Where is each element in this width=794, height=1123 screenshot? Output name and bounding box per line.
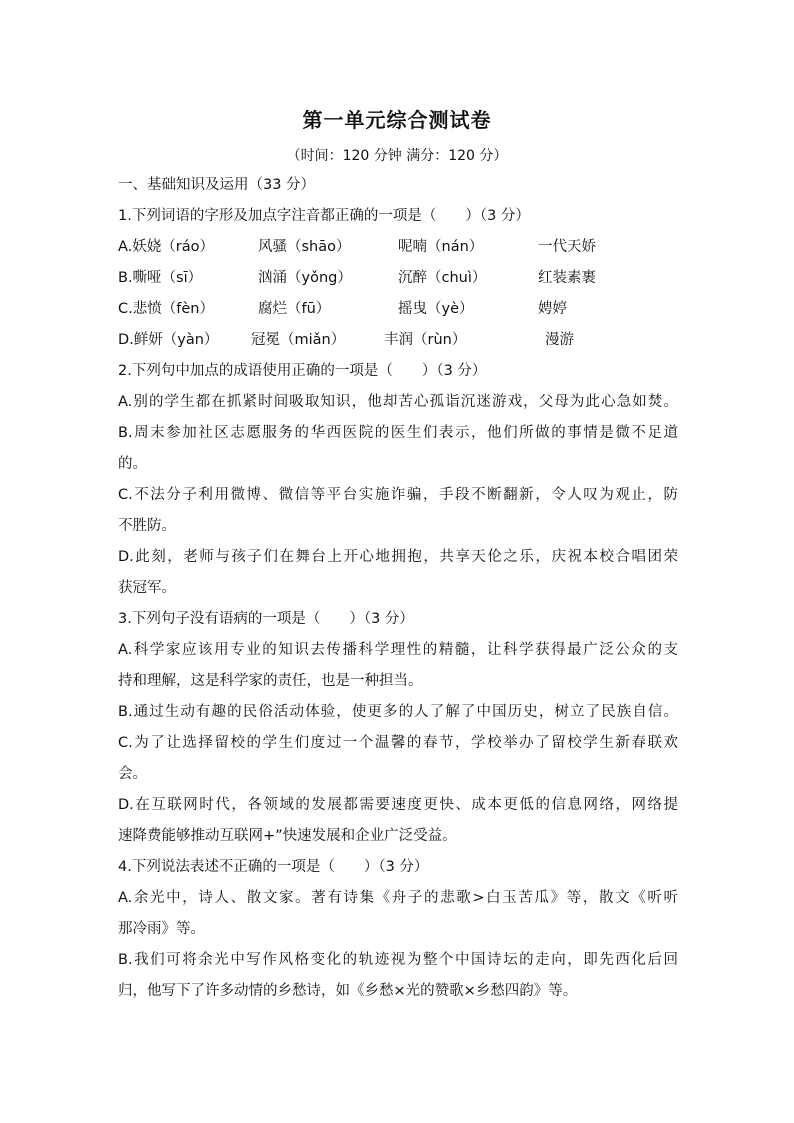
option-cell: 摇曳（yè） xyxy=(398,301,474,317)
option-cell: 沉醉（chuì） xyxy=(398,270,487,286)
question-1-option-c xyxy=(118,298,678,329)
question-1-option-d xyxy=(118,329,678,360)
exam-content xyxy=(118,174,678,1011)
option-cell: 风骚（shāo） xyxy=(258,239,351,255)
exam-info: （时间：120 分钟 满分：120 分） xyxy=(286,148,508,164)
option-cell: 漫游 xyxy=(545,332,574,348)
question-3-option-d-cont: 速降费能够推动互联网+”快速发展和企业广泛受益。 xyxy=(118,828,457,844)
question-1-option-a xyxy=(118,236,678,267)
option-cell: B.嘶哑（sī） xyxy=(118,270,203,286)
option-cell: 冠冕（miǎn） xyxy=(251,332,346,348)
option-cell: A.妖娆（ráo） xyxy=(118,239,214,255)
question-3-stem: 3.下列句子没有语病的一项是（ ）（3 分） xyxy=(118,611,414,627)
option-cell: D.鲜妍（yàn） xyxy=(118,332,219,348)
question-2-option-b-cont: 的。 xyxy=(118,456,147,472)
question-2-option-a: A.别的学生都在抓紧时间吸取知识，他却苦心孤诣沉迷游戏，父母为此心急如焚。 xyxy=(118,394,678,410)
question-4-option-a-cont: 那冷雨》等。 xyxy=(118,921,205,937)
option-cell: 汹涌（yǒng） xyxy=(258,270,352,286)
question-4-option-b: B.我们可将余光中写作风格变化的轨迹视为整个中国诗坛的走向，即先西化后回 xyxy=(118,952,678,968)
question-4-option-b-cont: 归，他写下了许多动情的乡愁诗，如《乡愁×光的赞歌×乡愁四韵》等。 xyxy=(118,983,578,999)
question-1-option-b xyxy=(118,267,678,298)
question-2-option-c: C.不法分子利用微博、微信等平台实施诈骗，手段不断翻新，令人叹为观止，防 xyxy=(118,487,678,503)
option-cell: 娉婷 xyxy=(538,301,567,317)
option-cell: 呢喃（nán） xyxy=(398,239,484,255)
option-cell: 红装素裹 xyxy=(538,270,596,286)
question-3-option-c-cont: 会。 xyxy=(118,766,147,782)
question-3-option-c: C.为了让选择留校的学生们度过一个温馨的春节，学校举办了留校学生新春联欢 xyxy=(118,735,678,751)
page-title: 第一单元综合测试卷 xyxy=(302,108,492,132)
question-1-stem: 1.下列词语的字形及加点字注音都正确的一项是（ ）（3 分） xyxy=(118,208,530,224)
question-3-option-a: A.科学家应该用专业的知识去传播科学理性的精髓，让科学获得最广泛公众的支 xyxy=(118,642,678,658)
question-2-stem: 2.下列句中加点的成语使用正确的一项是（ ）（3 分） xyxy=(118,363,487,379)
question-3-option-b: B.通过生动有趣的民俗活动体验，使更多的人了解了中国历史，树立了民族自信。 xyxy=(118,704,678,720)
question-4-option-a: A.余光中，诗人、散文家。著有诗集《舟子的悲歌>白玉苦瓜》等，散文《听听 xyxy=(118,890,678,906)
question-2-option-b: B.周末参加社区志愿服务的华西医院的医生们表示，他们所做的事情是微不足道 xyxy=(118,425,678,441)
question-3-option-d: D.在互联网时代，各领域的发展都需要速度更快、成本更低的信息网络，网络提 xyxy=(118,797,678,813)
option-cell: 腐烂（fū） xyxy=(258,301,331,317)
question-3-option-a-cont: 持和理解，这是科学家的责任，也是一种担当。 xyxy=(118,673,423,689)
option-cell: C.悲愤（fèn） xyxy=(118,301,214,317)
option-cell: 一代天娇 xyxy=(538,239,596,255)
question-2-option-d-cont: 获冠军。 xyxy=(118,580,176,596)
question-2-option-c-cont: 不胜防。 xyxy=(118,518,176,534)
section-heading: 一、基础知识及运用（33 分） xyxy=(118,177,316,193)
option-cell: 丰润（rùn） xyxy=(384,332,467,348)
question-2-option-d: D.此刻，老师与孩子们在舞台上开心地拥抱，共享天伦之乐，庆祝本校合唱团荣 xyxy=(118,549,678,565)
question-4-stem: 4.下列说法表述不正确的一项是（ ）（3 分） xyxy=(118,859,429,875)
